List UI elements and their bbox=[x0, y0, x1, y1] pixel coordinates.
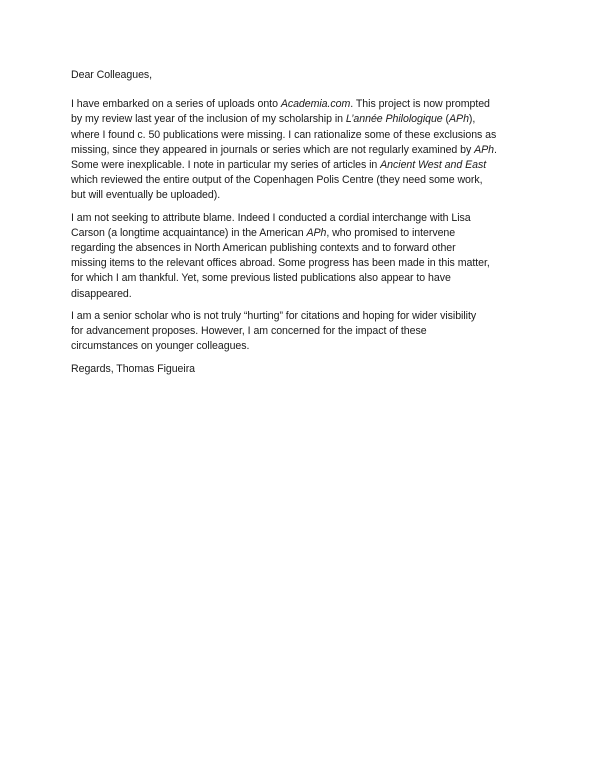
p1-line-3: where I found c. 50 publications were missing. I can rationalize some of these exclusions as bbox=[71, 128, 497, 141]
p1-line-4 bbox=[71, 143, 532, 158]
paragraph-3 bbox=[71, 309, 532, 355]
text: ), bbox=[468, 113, 476, 126]
paragraph-1 bbox=[71, 97, 532, 203]
journal-abbrev: APh bbox=[449, 113, 469, 126]
p2-line-6: disappeared. bbox=[71, 287, 132, 300]
journal-title: L’année Philologique bbox=[345, 113, 443, 126]
text: Carson (a longtime acquaintance) in the American bbox=[71, 226, 307, 239]
p1-line-7: but will eventually be uploaded). bbox=[71, 189, 221, 202]
text: missing, since they appeared in journals or series which are not regularly examined by bbox=[71, 143, 475, 156]
p3-line-2: for advancement proposes. However, I am concerned for the impact of these bbox=[71, 325, 427, 338]
text: Some were inexplicable. I note in particular my series of articles in bbox=[71, 159, 381, 172]
text: I have embarked on a series of uploads onto bbox=[71, 98, 281, 111]
text: , who promised to intervene bbox=[326, 226, 456, 239]
p2-line-5: for which I am thankful. Yet, some previous listed publications also appear to have bbox=[71, 272, 451, 285]
p2-line-2 bbox=[71, 226, 532, 241]
journal-abbrev: APh bbox=[474, 143, 495, 156]
site-name: Academia.com bbox=[280, 98, 351, 111]
journal-abbrev: APh bbox=[306, 226, 327, 239]
p2-line-4: missing items to the relevant offices abroad. Some progress has been made in this matter, bbox=[71, 257, 490, 270]
journal-title: Ancient West and East bbox=[380, 159, 487, 172]
paragraph-2 bbox=[71, 211, 532, 302]
p3-line-1: I am a senior scholar who is not truly “hurting” for citations and hoping for wider visibility bbox=[71, 309, 477, 322]
text: . bbox=[494, 143, 497, 156]
p2-line-1: I am not seeking to attribute blame. Indeed I conducted a cordial interchange with Lisa bbox=[71, 211, 471, 224]
p1-line-1 bbox=[71, 97, 532, 112]
text: . This project is now prompted bbox=[350, 98, 490, 111]
text: by my review last year of the inclusion of my scholarship in bbox=[71, 113, 346, 126]
p1-line-6: which reviewed the entire output of the Copenhagen Polis Centre (they need some work, bbox=[71, 174, 483, 187]
p1-line-2 bbox=[71, 112, 532, 127]
greeting: Dear Colleagues, bbox=[71, 69, 153, 81]
p1-line-5 bbox=[71, 158, 532, 173]
signoff: Regards, Thomas Figueira bbox=[71, 363, 196, 376]
p3-line-3: circumstances on younger colleagues. bbox=[71, 340, 250, 353]
text: ( bbox=[442, 113, 450, 126]
p2-line-3: regarding the absences in North American publishing contexts and to forward other bbox=[71, 242, 456, 255]
